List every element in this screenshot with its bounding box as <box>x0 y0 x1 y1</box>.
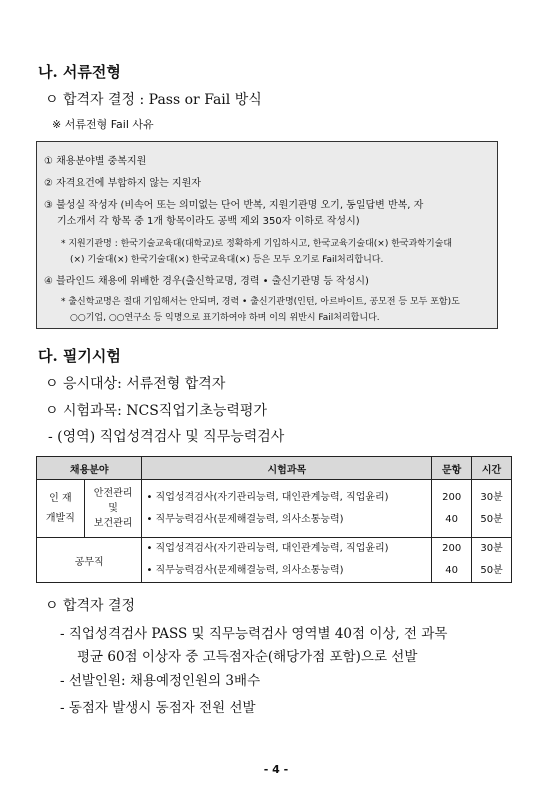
field-cell: 공무직 <box>37 538 142 583</box>
time-value: 30분 <box>480 543 503 554</box>
fail-reason-2: ② 자격요건에 부합하지 않는 지원자 <box>44 178 201 189</box>
item-count: 40 <box>445 565 458 576</box>
header-field: 채용분야 <box>37 457 142 480</box>
pass-criteria-line1: - 직업성격검사 PASS 및 직무능력검사 영역별 40점 이상, 전 과목 <box>60 626 448 642</box>
time-value: 30분 <box>480 491 503 503</box>
pass-decision-title: ㅇ 합격자 결정 <box>45 598 136 614</box>
pass-criteria-line2: 평균 60점 이상자 중 고득점자순(해당가점 포함)으로 선발 <box>77 649 418 665</box>
tie-rule-line: - 동점자 발생시 동점자 전원 선발 <box>60 700 256 716</box>
exam-subject-line: ㅇ 시험과목: NCS직업기초능력평가 <box>45 403 267 419</box>
header-items: 문항 <box>432 457 472 480</box>
fail-reason-4: ④ 블라인드 채용에 위배한 경우(출신학교명, 경력 • 출신기관명 등 작성시) <box>44 276 369 287</box>
section-title-document-screening: 나. 서류전형 <box>38 63 121 81</box>
pass-fail-method-line: ㅇ 합격자 결정 : Pass or Fail 방식 <box>45 92 262 108</box>
items-cell <box>432 538 472 583</box>
field-group-cell: 인 재 개발직 <box>37 480 85 538</box>
fail-reason-3-note-line1: * 지원기관명 : 한국기술교육대(대학교)로 정확하게 기입하시고, 한국교육기술대(×) 한국과학기술대 <box>61 239 453 249</box>
fail-reason-4-note-line1: * 출신학교명은 절대 기입해서는 안되며, 경력 • 출신기관명(인턴, 아르바이트, 공모전 등 모두 포함)도 <box>61 297 460 307</box>
fail-reasons-box <box>36 141 498 329</box>
exam-area-line: - (영역) 직업성격검사 및 직무능력검사 <box>48 429 285 445</box>
time-cell <box>472 480 512 538</box>
exam-target-line: ㅇ 응시대상: 서류전형 합격자 <box>45 376 226 392</box>
fail-reason-1: ① 채용분야별 중복지원 <box>44 156 147 167</box>
subject-item: • 직무능력검사(문제해결능력, 의사소통능력) <box>146 513 344 525</box>
subjects-cell <box>142 538 432 583</box>
fail-reason-note: ※ 서류전형 Fail 사유 <box>52 118 154 131</box>
subject-item: • 직업성격검사(자기관리능력, 대인관계능력, 직업윤리) <box>146 543 389 554</box>
page-number: - 4 - <box>263 763 289 776</box>
items-cell <box>432 480 472 538</box>
fail-reason-3-line1: ③ 불성실 작성자 (비속어 또는 의미없는 단어 반복, 지원기관명 오기, 동일답변 반복, 자 <box>44 200 424 211</box>
time-cell <box>472 538 512 583</box>
table-row <box>37 538 512 583</box>
section-title-written-exam: 다. 필기시험 <box>38 347 121 365</box>
item-count: 40 <box>445 513 458 525</box>
exam-schedule-table <box>36 456 512 583</box>
table-header-row <box>37 457 512 480</box>
fail-reason-3-line2: 기소개서 각 항목 중 1개 항목이라도 공백 제외 350자 이하로 작성시) <box>57 216 360 227</box>
header-time: 시간 <box>472 457 512 480</box>
item-count: 200 <box>442 491 462 503</box>
subjects-cell <box>142 480 432 538</box>
time-value: 50분 <box>480 513 503 525</box>
selection-count-line: - 선발인원: 채용예정인원의 3배수 <box>60 673 261 689</box>
field-sub-cell: 안전관리 및 보건관리 <box>84 480 142 538</box>
subject-item: • 직업성격검사(자기관리능력, 대인관계능력, 직업윤리) <box>146 491 389 503</box>
fail-reason-4-note-line2: ○○기업, ○○연구소 등 익명으로 표기하여야 하며 이의 위반시 Fail처리합니다. <box>70 313 380 323</box>
subject-item: • 직무능력검사(문제해결능력, 의사소통능력) <box>146 565 344 576</box>
table-row <box>37 480 512 538</box>
item-count: 200 <box>442 543 462 554</box>
header-subject: 시험과목 <box>142 457 432 480</box>
fail-reason-3-note-line2: (×) 기술대(×) 한국기술대(×) 한국교육대(×) 등은 모두 오기로 Fail처리합니다. <box>70 255 384 265</box>
time-value: 50분 <box>480 565 503 576</box>
